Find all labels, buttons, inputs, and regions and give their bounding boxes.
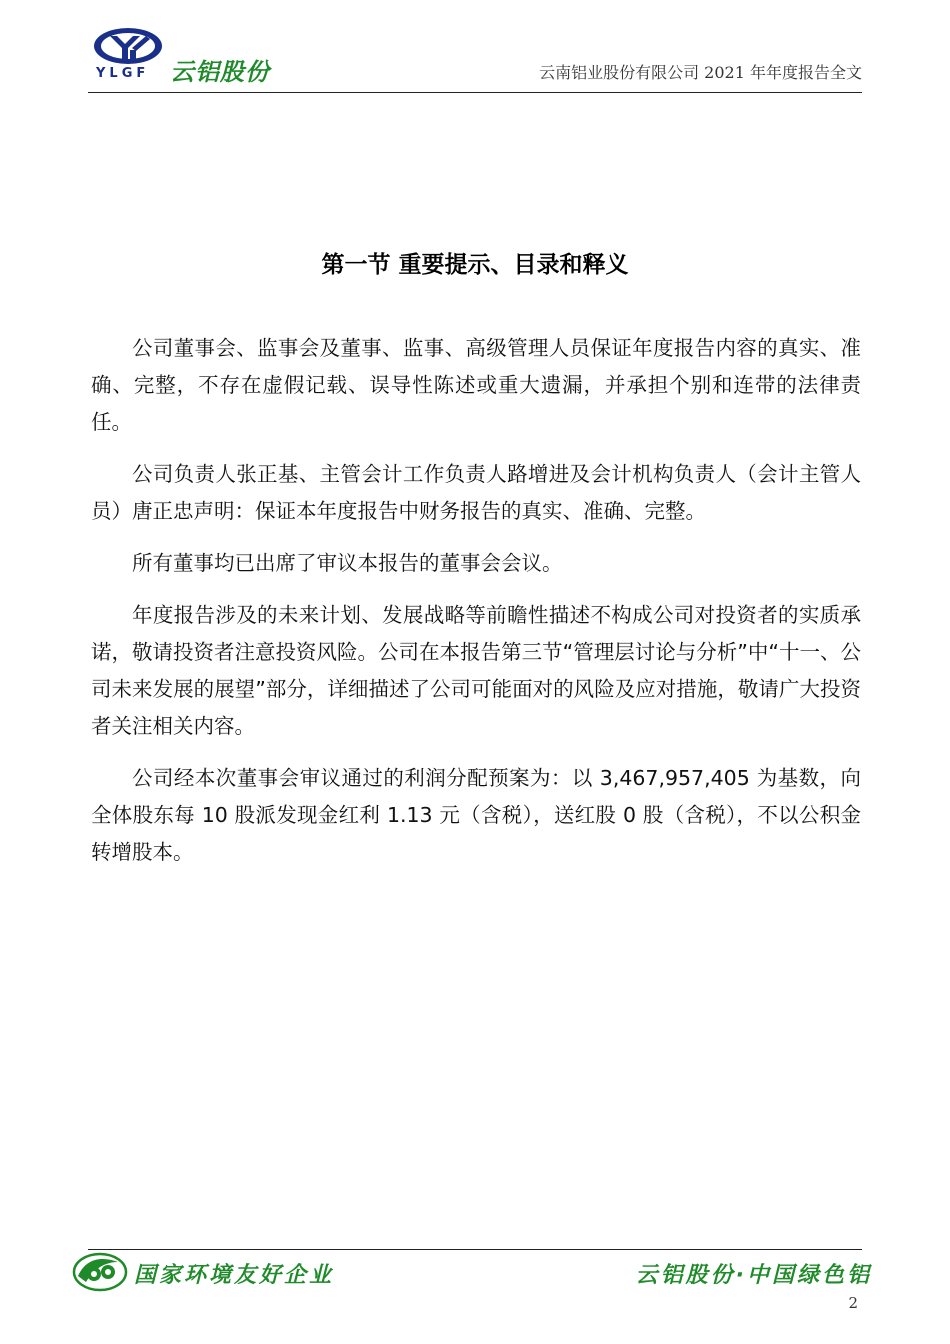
paragraph-board-guarantee: 公司董事会、监事会及董事、监事、高级管理人员保证年度报告内容的真实、准确、完整，不存在虚假记载、误导性陈述或重大遗漏，并承担个别和连带的法律责任。: [91, 336, 861, 434]
report-title: 云南铝业股份有限公司 2021 年年度报告全文: [539, 63, 862, 82]
footer-right-slogan: 云铝股份·中国绿色铝: [635, 1263, 872, 1288]
paragraph-attendance: 所有董事均已出席了审议本报告的董事会会议。: [132, 551, 563, 575]
logo-chinese-text: 云铝股份: [170, 58, 270, 86]
footer-divider: [88, 1249, 862, 1250]
notice-body: [91, 330, 861, 886]
ylgf-emblem-icon: [92, 26, 164, 68]
green-enterprise-logo-icon: [72, 1252, 128, 1292]
paragraph-responsible-persons: 公司负责人张正基、主管会计工作负责人路增进及会计机构负责人（会计主管人员）唐正忠声明：保证本年度报告中财务报告的真实、准确、完整。: [91, 462, 861, 523]
section-heading: 第一节 重要提示、目录和释义: [321, 252, 629, 278]
company-logo: [90, 26, 290, 86]
footer-left-slogan: 国家环境友好企业: [134, 1263, 335, 1288]
paragraph-forward-looking: 年度报告涉及的未来计划、发展战略等前瞻性描述不构成公司对投资者的实质承诺，敬请投资者注意投资风险。公司在本报告第三节“管理层讨论与分析”中“十一、公司未来发展的展望”部分，详细描述了公司可能面对的风险及应对措施，敬请广大投资者关注相关内容。: [91, 603, 861, 738]
page-header: [0, 0, 950, 100]
paragraph-profit-distribution: 公司经本次董事会审议通过的利润分配预案为：以 3,467,957,405 为基数，向全体股东每 10 股派发现金红利 1.13 元（含税），送红股 0 股（含税），不以公积金转增股本。: [91, 766, 861, 864]
header-divider: [88, 92, 862, 93]
logo-latin-text: YLGF: [96, 66, 150, 81]
footer-left-banner: [72, 1252, 392, 1292]
page-number: 2: [848, 1294, 858, 1312]
